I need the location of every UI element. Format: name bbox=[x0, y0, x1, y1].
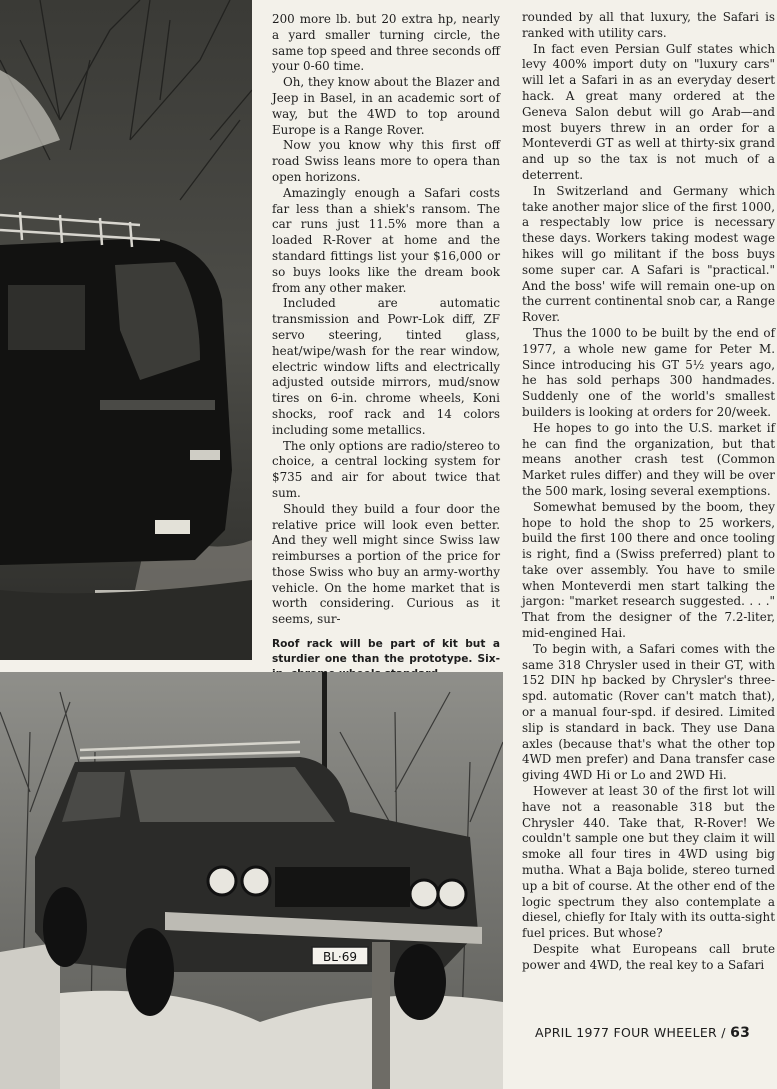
paragraph: The only options are radio/stereo to choice, a central locking system for $735 and air for about twice that sum. bbox=[272, 438, 500, 500]
license-plate-text: BL·69 bbox=[322, 950, 358, 964]
paragraph: In fact even Persian Gulf states which levy 400% import duty on "luxury cars" will let a Safari in as an everyday desert hack. A great many ordered at the Geneva Salon debut will go Arab—and most buyers threw in an order for a Monteverdi GT as well at thirty-six grand and up so the tax is not much of a deterrent. bbox=[522, 41, 775, 182]
paragraph: Amazingly enough a Safari costs far less than a shiek's ransom. The car runs just 11.5% more than a loaded R-Rover at home and the standard fittings list your $16,000 or so buys looks like the dream book from any other maker. bbox=[272, 185, 500, 295]
paragraph: Oh, they know about the Blazer and Jeep in Basel, in an academic sort of way, but the 4WD to top around Europe is a Range Rover. bbox=[272, 75, 500, 137]
paragraph: In Switzerland and Germany which take another major slice of the first 1000, a respectably low price is necessary these days. Workers taking modest wage hikes will go militant if the boss buys some super car. A Safari is "practical." And the boss' wife will remain one-up on the current continental snob car, a Range Rover. bbox=[522, 183, 775, 325]
paragraph: Now you know why this first off road Swiss leans more to opera than open horizons. bbox=[272, 138, 500, 184]
paragraph: Should they build a four door the relative price will look even better. And they well might since Swiss law reimburses a portion of the price for those Swiss who buy an army-worthy vehicle. On the home market that is worth considering. Curious as it seems, sur- bbox=[272, 501, 500, 627]
paragraph: He hopes to go into the U.S. market if he can find the organization, but that means another crash test (Common Market rules differ) and they will be over the 500 mark, losing several exemptions. bbox=[522, 420, 775, 498]
vehicle-front-photo bbox=[0, 672, 503, 1089]
page-folio bbox=[535, 1025, 773, 1041]
article-column-left bbox=[272, 12, 500, 760]
photo-caption-roof-rack: Roof rack will be part of kit but a sturdier one than the prototype. Six- bbox=[272, 638, 500, 666]
page-number: 63 bbox=[730, 1025, 751, 1041]
vehicle-side-photo bbox=[0, 0, 252, 660]
paragraph: rounded by all that luxury, the Safari is ranked with utility cars. bbox=[522, 10, 775, 40]
article-column-right bbox=[522, 10, 775, 974]
paragraph: Included are automatic transmission and Powr-Lok diff, ZF servo steering, tinted glass, heat/wipe/wash for the rear window, electric window lifts and electrically adjusted outside mirrors, mud/snow tires on 6-in. chrome wheels, Koni shocks, roof rack and 14 colors including some metallics. bbox=[272, 296, 500, 437]
paragraph: Somewhat bemused by the boom, they hope to hold the shop to 25 workers, build the first 100 there and once tooling is right, find a (Swiss preferred) plant to take over assembly. You have to smile when Monteverdi men start talking the jargon: "market research suggested. . . ." That from the designer of the 7.2-liter, mid-engined Hai. bbox=[522, 499, 775, 641]
paragraph: Thus the 1000 to be built by the end of 1977, a whole new game for Peter M. Since introducing his GT 5½ years ago, he has sold perhaps 300 handmades. Suddenly one of the world's smallest builders is looking at orders for 20/week. bbox=[522, 325, 775, 419]
paragraph: To begin with, a Safari comes with the same 318 Chrysler used in their GT, with 152 DIN hp backed by Chrysler's three-spd. automatic (Rover can't match that), or a manual four-spd. if desired. Limited slip is standard in back. They use Dana axles (because that's what the other top 4WD men prefer) and Dana transfer case giving 4WD Hi or Lo and 2WD Hi. bbox=[522, 641, 775, 783]
paragraph: However at least 30 of the first lot will have not a reasonable 318 but the Chrysler 440. Take that, R-Rover! We couldn't sample one but they claim it will smoke all four tires in 4WD using big mutha. What a Baja bolide, stereo turned up a bit of course. At the other end of the logic spectrum they also contemplate a diesel, chiefly for Italy with its outta-sight fuel prices. But whose? bbox=[522, 784, 775, 941]
issue-line: APRIL 1977 FOUR WHEELER / bbox=[535, 1025, 731, 1040]
paragraph: 200 more lb. but 20 extra hp, nearly a yard smaller turning circle, the same top speed and three seconds off your 0-60 time. bbox=[272, 12, 500, 74]
paragraph: Despite what Europeans call brute power and 4WD, the real key to a Safari bbox=[522, 942, 775, 972]
